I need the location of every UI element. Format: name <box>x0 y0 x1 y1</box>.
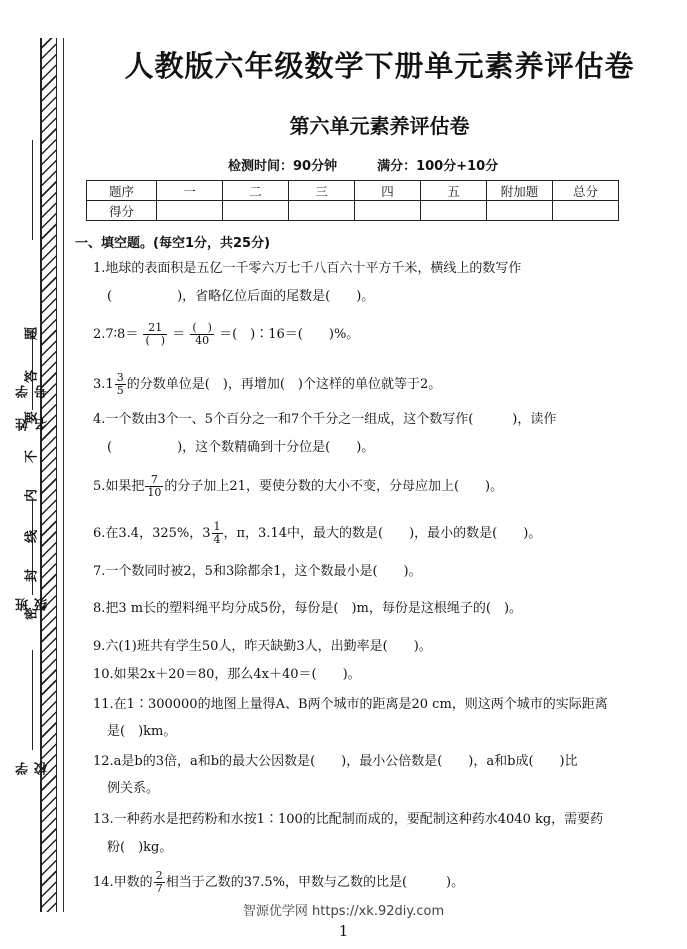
fraction-denominator: 4 <box>213 533 221 546</box>
score-cell[interactable] <box>157 201 223 221</box>
fraction-numerator: 21 <box>143 322 167 335</box>
fraction-denominator: 5 <box>116 384 124 397</box>
fraction-numerator: 3 <box>116 371 124 384</box>
school-line <box>32 650 33 750</box>
binding-hatch <box>40 38 57 912</box>
score-table-header-cell: 总分 <box>553 181 619 201</box>
question-12 <box>93 753 643 796</box>
fraction-numerator: 7 <box>145 474 163 487</box>
fraction-numerator: 1 <box>213 520 221 533</box>
question-12-line-1: 12.a是b的3倍，a和b的最大公因数是( )，最小公倍数是( )，a和b成( )比 <box>93 754 578 769</box>
fraction <box>212 521 223 546</box>
question-12-line-2: 例关系。 <box>107 781 160 796</box>
score-table-header-cell: 附加题 <box>487 181 553 201</box>
watermark-text: 智源优学网 https://xk.92diy.com <box>242 904 445 919</box>
score-cell[interactable] <box>553 201 619 221</box>
question-6-suffix: ，π，3.14中，最大的数是( )，最小的数是( )。 <box>223 526 542 541</box>
fraction-numerator: ( ) <box>192 321 212 334</box>
score-cell[interactable] <box>355 201 421 221</box>
exam-time: 检测时间：90分钟 <box>228 159 338 174</box>
fraction <box>115 372 126 397</box>
seal-char: 不 <box>24 450 40 464</box>
fraction <box>154 870 165 895</box>
question-14-suffix: 相当于乙数的37.5%，甲数与乙数的比是( )。 <box>165 875 465 890</box>
seal-char: 线 <box>24 530 40 544</box>
page-subtitle: 第六单元素养评估卷 <box>289 114 470 138</box>
question-4 <box>93 411 643 455</box>
score-table-header-cell: 二 <box>223 181 289 201</box>
question-1 <box>93 260 643 304</box>
fraction-numerator: 2 <box>155 869 163 882</box>
fraction-denominator: 40 <box>195 334 210 347</box>
fraction <box>143 322 167 347</box>
score-table-score-row <box>87 201 619 221</box>
question-6 <box>93 521 643 546</box>
score-table-header-cell: 四 <box>355 181 421 201</box>
score-table-header-cell: 一 <box>157 181 223 201</box>
question-1-line-2: ( )，省略亿位后面的尾数是( )。 <box>107 289 375 304</box>
question-14 <box>93 870 643 895</box>
exam-full-score: 满分：100分+10分 <box>377 159 499 174</box>
fraction <box>145 474 163 499</box>
fraction-denominator: ( ) <box>145 334 166 347</box>
page-number: 1 <box>338 922 349 940</box>
name-label: 姓名 <box>16 418 50 431</box>
section-title: 一、填空题。(每空1分，共25分) <box>75 236 271 251</box>
score-row-label: 得分 <box>87 201 157 221</box>
fraction <box>190 322 214 347</box>
score-cell[interactable] <box>421 201 487 221</box>
school-label: 学校 <box>16 762 50 775</box>
binding-strip <box>0 0 72 949</box>
question-8: 8.把3 m长的塑料绳平均分成5份，每份是( )m，每份是这根绳子的( )。 <box>93 601 523 616</box>
score-cell[interactable] <box>289 201 355 221</box>
score-cell[interactable] <box>487 201 553 221</box>
seal-char: 密 <box>24 607 40 621</box>
score-table-header-row <box>87 181 619 201</box>
question-7: 7.一个数同时被2，5和3除都余1，这个数最小是( )。 <box>93 564 422 579</box>
seal-char: 要 <box>24 411 40 425</box>
score-table-header-cell: 五 <box>421 181 487 201</box>
binding-edge-line <box>63 38 64 912</box>
question-13-line-2: 粉( )kg。 <box>107 840 173 855</box>
question-9: 9.六(1)班共有学生50人，昨天缺勤3人，出勤率是( )。 <box>93 639 432 654</box>
seal-char: 题 <box>24 327 40 341</box>
question-2-prefix: 2.7∶8＝ <box>93 327 139 342</box>
question-11-line-2: 是( )km。 <box>107 724 177 739</box>
question-3 <box>93 372 643 397</box>
seal-char: 内 <box>24 489 40 503</box>
exam-meta <box>228 155 498 174</box>
question-4-line-1: 4.一个数由3个一、5个百分之一和7个千分之一组成，这个数写作( )，读作 <box>93 412 557 427</box>
question-14-prefix: 14.甲数的 <box>93 875 153 890</box>
score-table-header-cell: 题序 <box>87 181 157 201</box>
question-5-suffix: 的分子加上21，要使分数的大小不变，分母应加上( )。 <box>164 479 504 494</box>
score-table-header-cell: 三 <box>289 181 355 201</box>
question-2 <box>93 322 643 347</box>
question-5 <box>93 474 643 499</box>
question-10: 10.如果2x＋20＝80，那么4x＋40＝( )。 <box>93 667 361 682</box>
fraction-denominator: 7 <box>155 882 163 895</box>
question-13 <box>93 811 643 855</box>
question-2-suffix: ＝( )∶16＝( )%。 <box>219 327 360 342</box>
question-5-prefix: 5.如果把 <box>93 479 145 494</box>
question-1-line-1: 1.地球的表面积是五亿一千零六万七千八百六十平方千米，横线上的数写作 <box>93 261 522 276</box>
question-3-prefix: 3.1 <box>93 377 114 392</box>
seal-char: 封 <box>24 569 40 583</box>
student-id-line <box>32 140 33 240</box>
page-title: 人教版六年级数学下册单元素养评估卷 <box>124 49 635 83</box>
seal-char: 答 <box>24 370 40 384</box>
equals-sign: ＝ <box>172 327 186 342</box>
fraction-denominator: 10 <box>147 486 162 499</box>
student-id-label: 学号 <box>16 385 50 398</box>
score-table <box>86 180 619 221</box>
score-cell[interactable] <box>223 201 289 221</box>
question-3-suffix: 的分数单位是( )，再增加( )个这样的单位就等于2。 <box>126 377 442 392</box>
question-11 <box>93 696 643 739</box>
question-6-prefix: 6.在3.4，325%，3 <box>93 526 211 541</box>
question-13-line-1: 13.一种药水是把药粉和水按1∶100的比配制而成的，要配制这种药水4040 kg，需要药 <box>93 812 604 827</box>
question-11-line-1: 11.在1∶300000的地图上量得A、B两个城市的距离是20 cm，则这两个城市的实际距离 <box>93 697 608 712</box>
question-4-line-2: ( )，这个数精确到十分位是( )。 <box>107 440 375 455</box>
class-label: 班级 <box>16 598 50 611</box>
